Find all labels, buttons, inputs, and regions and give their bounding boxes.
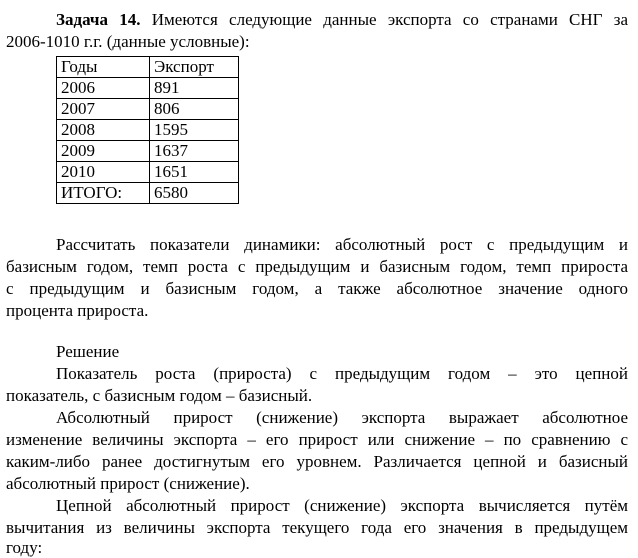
solution-p2-line: Абсолютный прирост (снижение) экспорта выражает абсолютное [56, 408, 628, 427]
table-cell-export: 1637 [150, 141, 239, 162]
solution-p1-line: показатель, с базисным годом – базисный. [6, 386, 313, 405]
solution-p2-line: абсолютный прирост (снижение). [6, 474, 250, 493]
solution-p2-line: изменение величины экспорта – его прирост или снижение – по сравнению с [6, 430, 628, 449]
table-cell-year: 2007 [57, 99, 150, 120]
task-intro-line-1 [56, 10, 628, 30]
question-line: процента прироста. [6, 301, 149, 320]
export-table [56, 56, 239, 204]
table-row [57, 162, 239, 183]
table-cell-year: 2009 [57, 141, 150, 162]
solution-p3-line: вычитания из величины экспорта текущего года его значения в предыдущем [6, 518, 628, 537]
solution-p2-line: каким-либо ранее достигнутым его уровнем. Различается цепной и базисный [6, 452, 628, 471]
task-intro-text: Имеются следующие данные экспорта со странами СНГ за [151, 10, 629, 29]
question-line: Рассчитать показатели динамики: абсолютный рост с предыдущим и [56, 235, 628, 254]
solution-p1-line: Показатель роста (прироста) с предыдущим годом – это цепной [56, 364, 628, 383]
table-cell-year: 2010 [57, 162, 150, 183]
solution-p3-line: году: [6, 538, 43, 557]
table-cell-total-label: ИТОГО: [57, 183, 150, 204]
table-cell-total-value: 6580 [150, 183, 239, 204]
table-total-row [57, 183, 239, 204]
solution-p3-line: Цепной абсолютный прирост (снижение) экспорта вычисляется путём [56, 496, 628, 515]
table-row [57, 78, 239, 99]
table-cell-year: 2006 [57, 78, 150, 99]
solution-heading: Решение [56, 342, 120, 361]
table-cell-export: 1651 [150, 162, 239, 183]
table-header-row [57, 57, 239, 78]
table-cell-export: 806 [150, 99, 239, 120]
table-row [57, 99, 239, 120]
question-line: базисным годом, темп роста с предыдущим и базисным годом, темп прироста [6, 257, 628, 276]
table-cell-export: 1595 [150, 120, 239, 141]
table-cell-export: 891 [150, 78, 239, 99]
column-header-export: Экспорт [150, 57, 239, 78]
column-header-years: Годы [57, 57, 150, 78]
table-row [57, 120, 239, 141]
question-line: с предыдущим и базисным годом, а также абсолютное значение одного [6, 279, 628, 298]
table-cell-year: 2008 [57, 120, 150, 141]
task-label: Задача 14. [56, 10, 141, 29]
task-intro-line-2: 2006-1010 г.г. (данные условные): [6, 32, 250, 51]
table-row [57, 141, 239, 162]
